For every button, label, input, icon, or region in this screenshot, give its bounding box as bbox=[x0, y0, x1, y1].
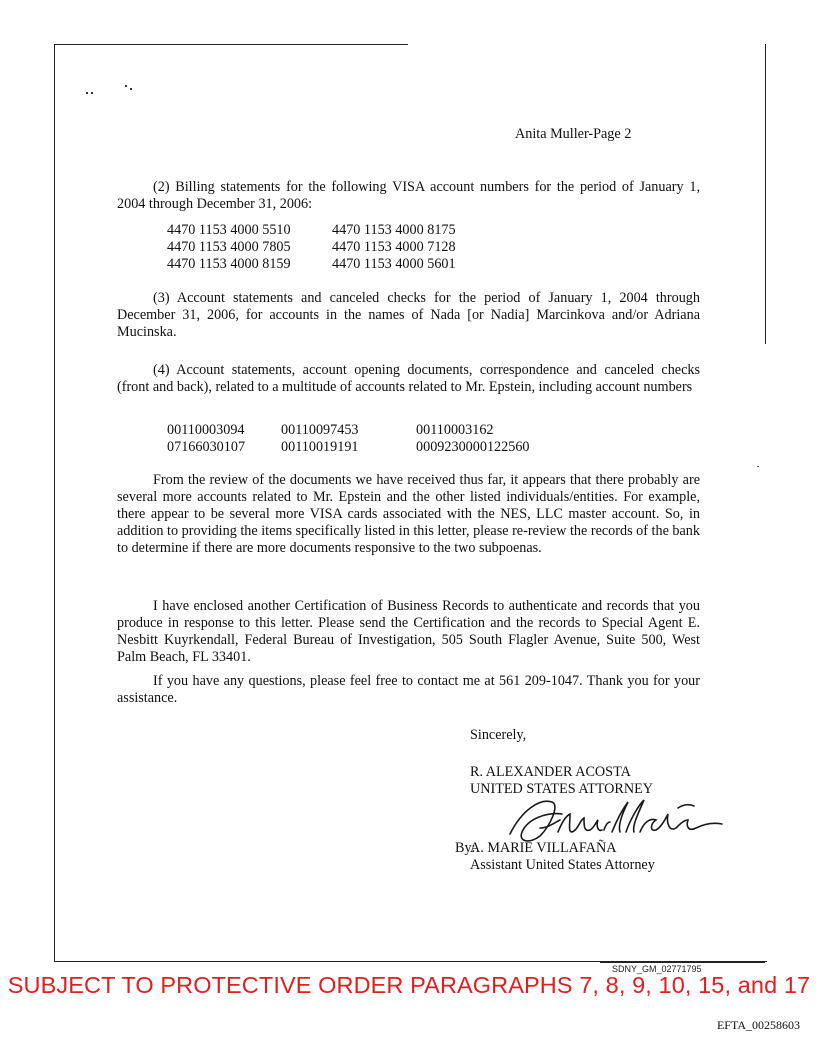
account-number: 0009230000122560 bbox=[416, 439, 530, 455]
salutation: Sincerely, bbox=[470, 727, 527, 743]
account-number: 07166030107 bbox=[167, 439, 246, 455]
review-paragraph bbox=[117, 472, 700, 557]
table-row bbox=[167, 239, 456, 256]
protective-order-notice: SUBJECT TO PROTECTIVE ORDER PARAGRAPHS 7, 8, 9, 10, 15, and 17 bbox=[7, 972, 811, 998]
item-2-paragraph bbox=[117, 179, 700, 213]
item-2-text: (2) Billing statements for the following VISA account numbers for the period of January 1, 2004 through December 31, 2006: bbox=[117, 179, 700, 212]
item-3-paragraph bbox=[117, 290, 700, 341]
scan-border-top bbox=[54, 44, 408, 45]
page-header: Anita Muller-Page 2 bbox=[515, 126, 632, 142]
bank-accounts-table bbox=[167, 422, 530, 456]
footer-rule bbox=[600, 962, 765, 963]
scan-border-left bbox=[54, 44, 55, 962]
efta-number: EFTA_00258603 bbox=[716, 1018, 800, 1032]
account-number: 4470 1153 4000 8159 bbox=[167, 256, 291, 272]
scan-speck bbox=[91, 92, 93, 94]
account-number: 00110003162 bbox=[416, 422, 494, 438]
item-3-text: (3) Account statements and canceled checks for the period of January 1, 2004 through December 31, 2006, for accounts in the names of Nada [or Nadia] Marcinkova and/or Adriana Mucinska. bbox=[117, 290, 700, 340]
account-number: 4470 1153 4000 5510 bbox=[167, 222, 291, 238]
account-number: 4470 1153 4000 7128 bbox=[332, 239, 456, 255]
table-row bbox=[167, 256, 456, 273]
scan-speck bbox=[125, 85, 127, 87]
table-row bbox=[167, 439, 530, 456]
account-number: 4470 1153 4000 5601 bbox=[332, 256, 456, 272]
scan-speck bbox=[86, 92, 88, 94]
account-number: 00110097453 bbox=[281, 422, 359, 438]
table-row bbox=[167, 222, 456, 239]
account-number: 00110019191 bbox=[281, 439, 359, 455]
us-attorney-title: UNITED STATES ATTORNEY bbox=[470, 781, 654, 797]
account-number: 4470 1153 4000 8175 bbox=[332, 222, 456, 238]
account-number: 00110003094 bbox=[167, 422, 245, 438]
signer-title: Assistant United States Attorney bbox=[470, 857, 655, 873]
table-row bbox=[167, 422, 530, 439]
questions-paragraph bbox=[117, 673, 700, 707]
us-attorney-name: R. ALEXANDER ACOSTA bbox=[470, 764, 631, 780]
account-number: 4470 1153 4000 7805 bbox=[167, 239, 291, 255]
signer-name: A. MARIE VILLAFAÑA bbox=[470, 840, 617, 856]
bates-number: SDNY_GM_02771795 bbox=[612, 964, 702, 974]
review-text: From the review of the documents we have received thus far, it appears that there probably are several more accounts related to Mr. Epstein and the other listed individuals/entities. For example, there appear to be several more VISA cards associated with the NES, LLC master account. So, in addition to providing the items specifically listed in this letter, please re-review the records of the bank to determine if there are more documents responsive to the two subpoenas. bbox=[117, 472, 700, 556]
visa-accounts-table bbox=[167, 222, 456, 273]
enclosed-paragraph bbox=[117, 598, 700, 666]
scan-speck bbox=[757, 466, 759, 467]
item-4-paragraph bbox=[117, 362, 700, 396]
scan-border-right bbox=[765, 44, 766, 344]
by-prefix: By: bbox=[455, 840, 476, 856]
item-4-text: (4) Account statements, account opening documents, correspondence and canceled checks (front and back), related to a multitude of accounts related to Mr. Epstein, including account numbers bbox=[117, 362, 700, 395]
scan-speck bbox=[130, 88, 132, 90]
questions-text: If you have any questions, please feel free to contact me at 561 209-1047. Thank you for your assistance. bbox=[117, 673, 700, 706]
enclosed-text: I have enclosed another Certification of Business Records to authenticate and records that you produce in response to this letter. Please send the Certification and the records to Special Agent E. Nesbitt Kuyrkendall, Federal Bureau of Investigation, 505 South Flagler Avenue, Suite 500, West Palm Beach, FL 33401. bbox=[117, 598, 700, 665]
